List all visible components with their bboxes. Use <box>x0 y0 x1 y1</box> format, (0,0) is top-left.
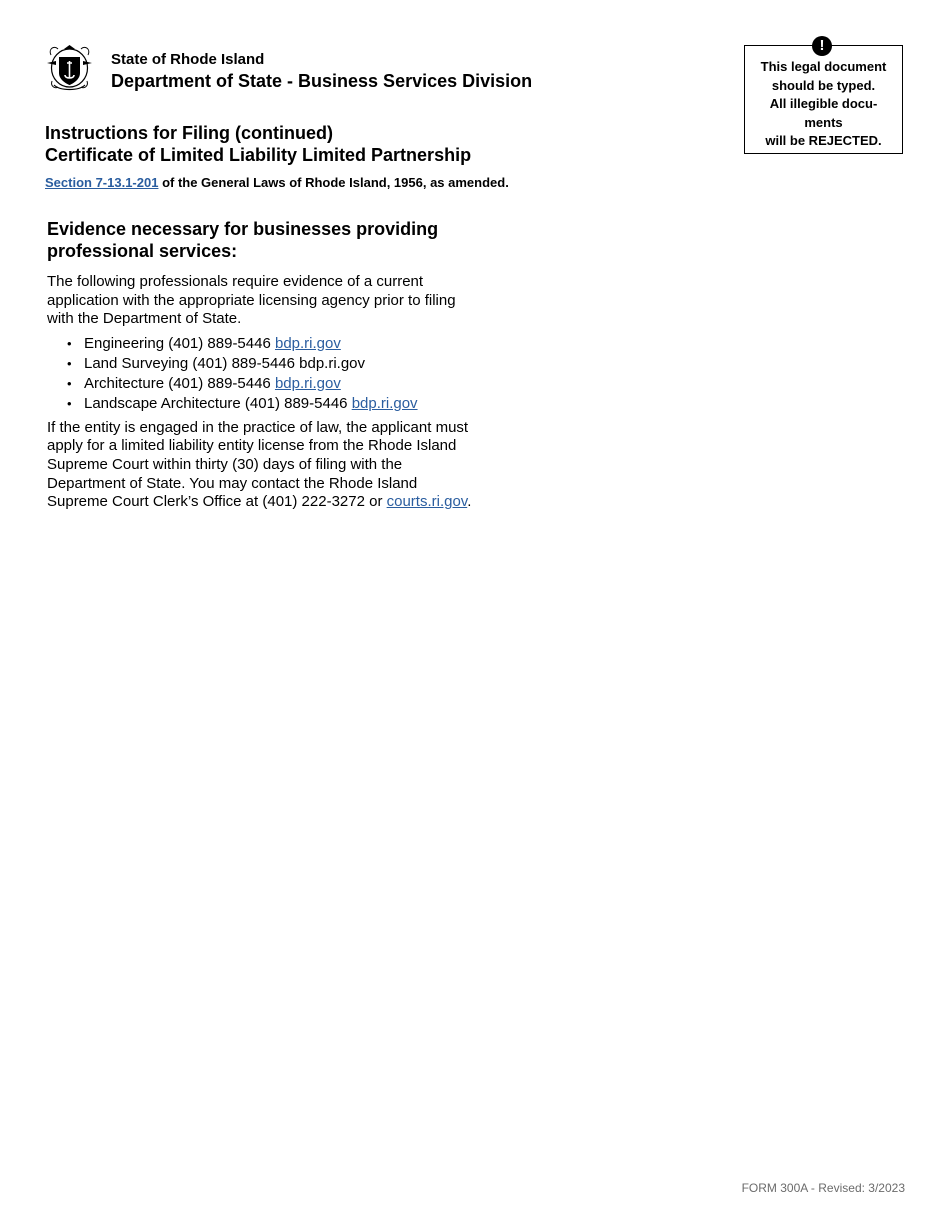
bdp-link[interactable]: bdp.ri.gov <box>351 394 418 412</box>
professional-services-section <box>47 218 472 512</box>
list-item-land-surveying <box>67 354 472 374</box>
list-item-text: Land Surveying (401) 889-5446 bdp.ri.gov <box>84 354 366 372</box>
bdp-link[interactable]: bdp.ri.gov <box>274 334 341 352</box>
department-name: Department of State - Business Services Division <box>111 71 533 91</box>
warning-line: should be typed. <box>771 77 876 93</box>
intro-paragraph: The following professionals require evidence of a current application with the appropriate licensing agency prior to filing with the Department of State. <box>47 273 456 328</box>
law-practice-paragraph <box>47 419 472 512</box>
bdp-link[interactable]: bdp.ri.gov <box>274 374 341 392</box>
typed-document-warning <box>744 37 903 154</box>
state-seal-icon <box>44 43 95 93</box>
licensing-agency-list <box>47 334 472 414</box>
state-name: State of Rhode Island <box>111 51 265 68</box>
exclamation-icon: ! <box>812 36 832 56</box>
list-item-architecture <box>67 374 472 394</box>
law-paragraph-text: If the entity is engaged in the practice of law, the applicant must apply for a limited liability entity license from the Rhode Island Supreme Court within thirty (30) days of filing with the Department of State. You may contact the Rhode Island Supreme Court Clerk’s Office at (401) 222-3272 or <box>47 418 469 511</box>
list-item-engineering <box>67 334 472 354</box>
statute-text: of the General Laws of Rhode Island, 1956, as amended. <box>158 175 509 190</box>
list-item-text: Engineering (401) 889-5446 <box>84 334 275 352</box>
statute-reference <box>45 175 509 190</box>
statute-section-link[interactable]: Section 7-13.1-201 <box>45 175 159 190</box>
list-item-text: Landscape Architecture (401) 889-5446 <box>84 394 352 412</box>
warning-line: This legal document <box>760 59 887 74</box>
warning-line: All illegible docu- <box>769 96 878 111</box>
law-paragraph-end: . <box>467 493 472 511</box>
section-heading: Evidence necessary for businesses providing professional services: <box>47 219 439 261</box>
title-line-instructions: Instructions for Filing (continued) <box>45 123 333 143</box>
warning-line: will be REJECTED. <box>765 133 882 148</box>
list-item-text: Architecture (401) 889-5446 <box>84 374 275 392</box>
form-revision-footer: FORM 300A - Revised: 3/2023 <box>741 1181 905 1195</box>
title-line-certificate: Certificate of Limited Liability Limited Partnership <box>45 145 472 165</box>
page-title <box>45 122 471 166</box>
list-item-landscape-architecture <box>67 394 472 414</box>
warning-line: ments <box>804 114 843 130</box>
courts-link[interactable]: courts.ri.gov <box>386 493 468 511</box>
